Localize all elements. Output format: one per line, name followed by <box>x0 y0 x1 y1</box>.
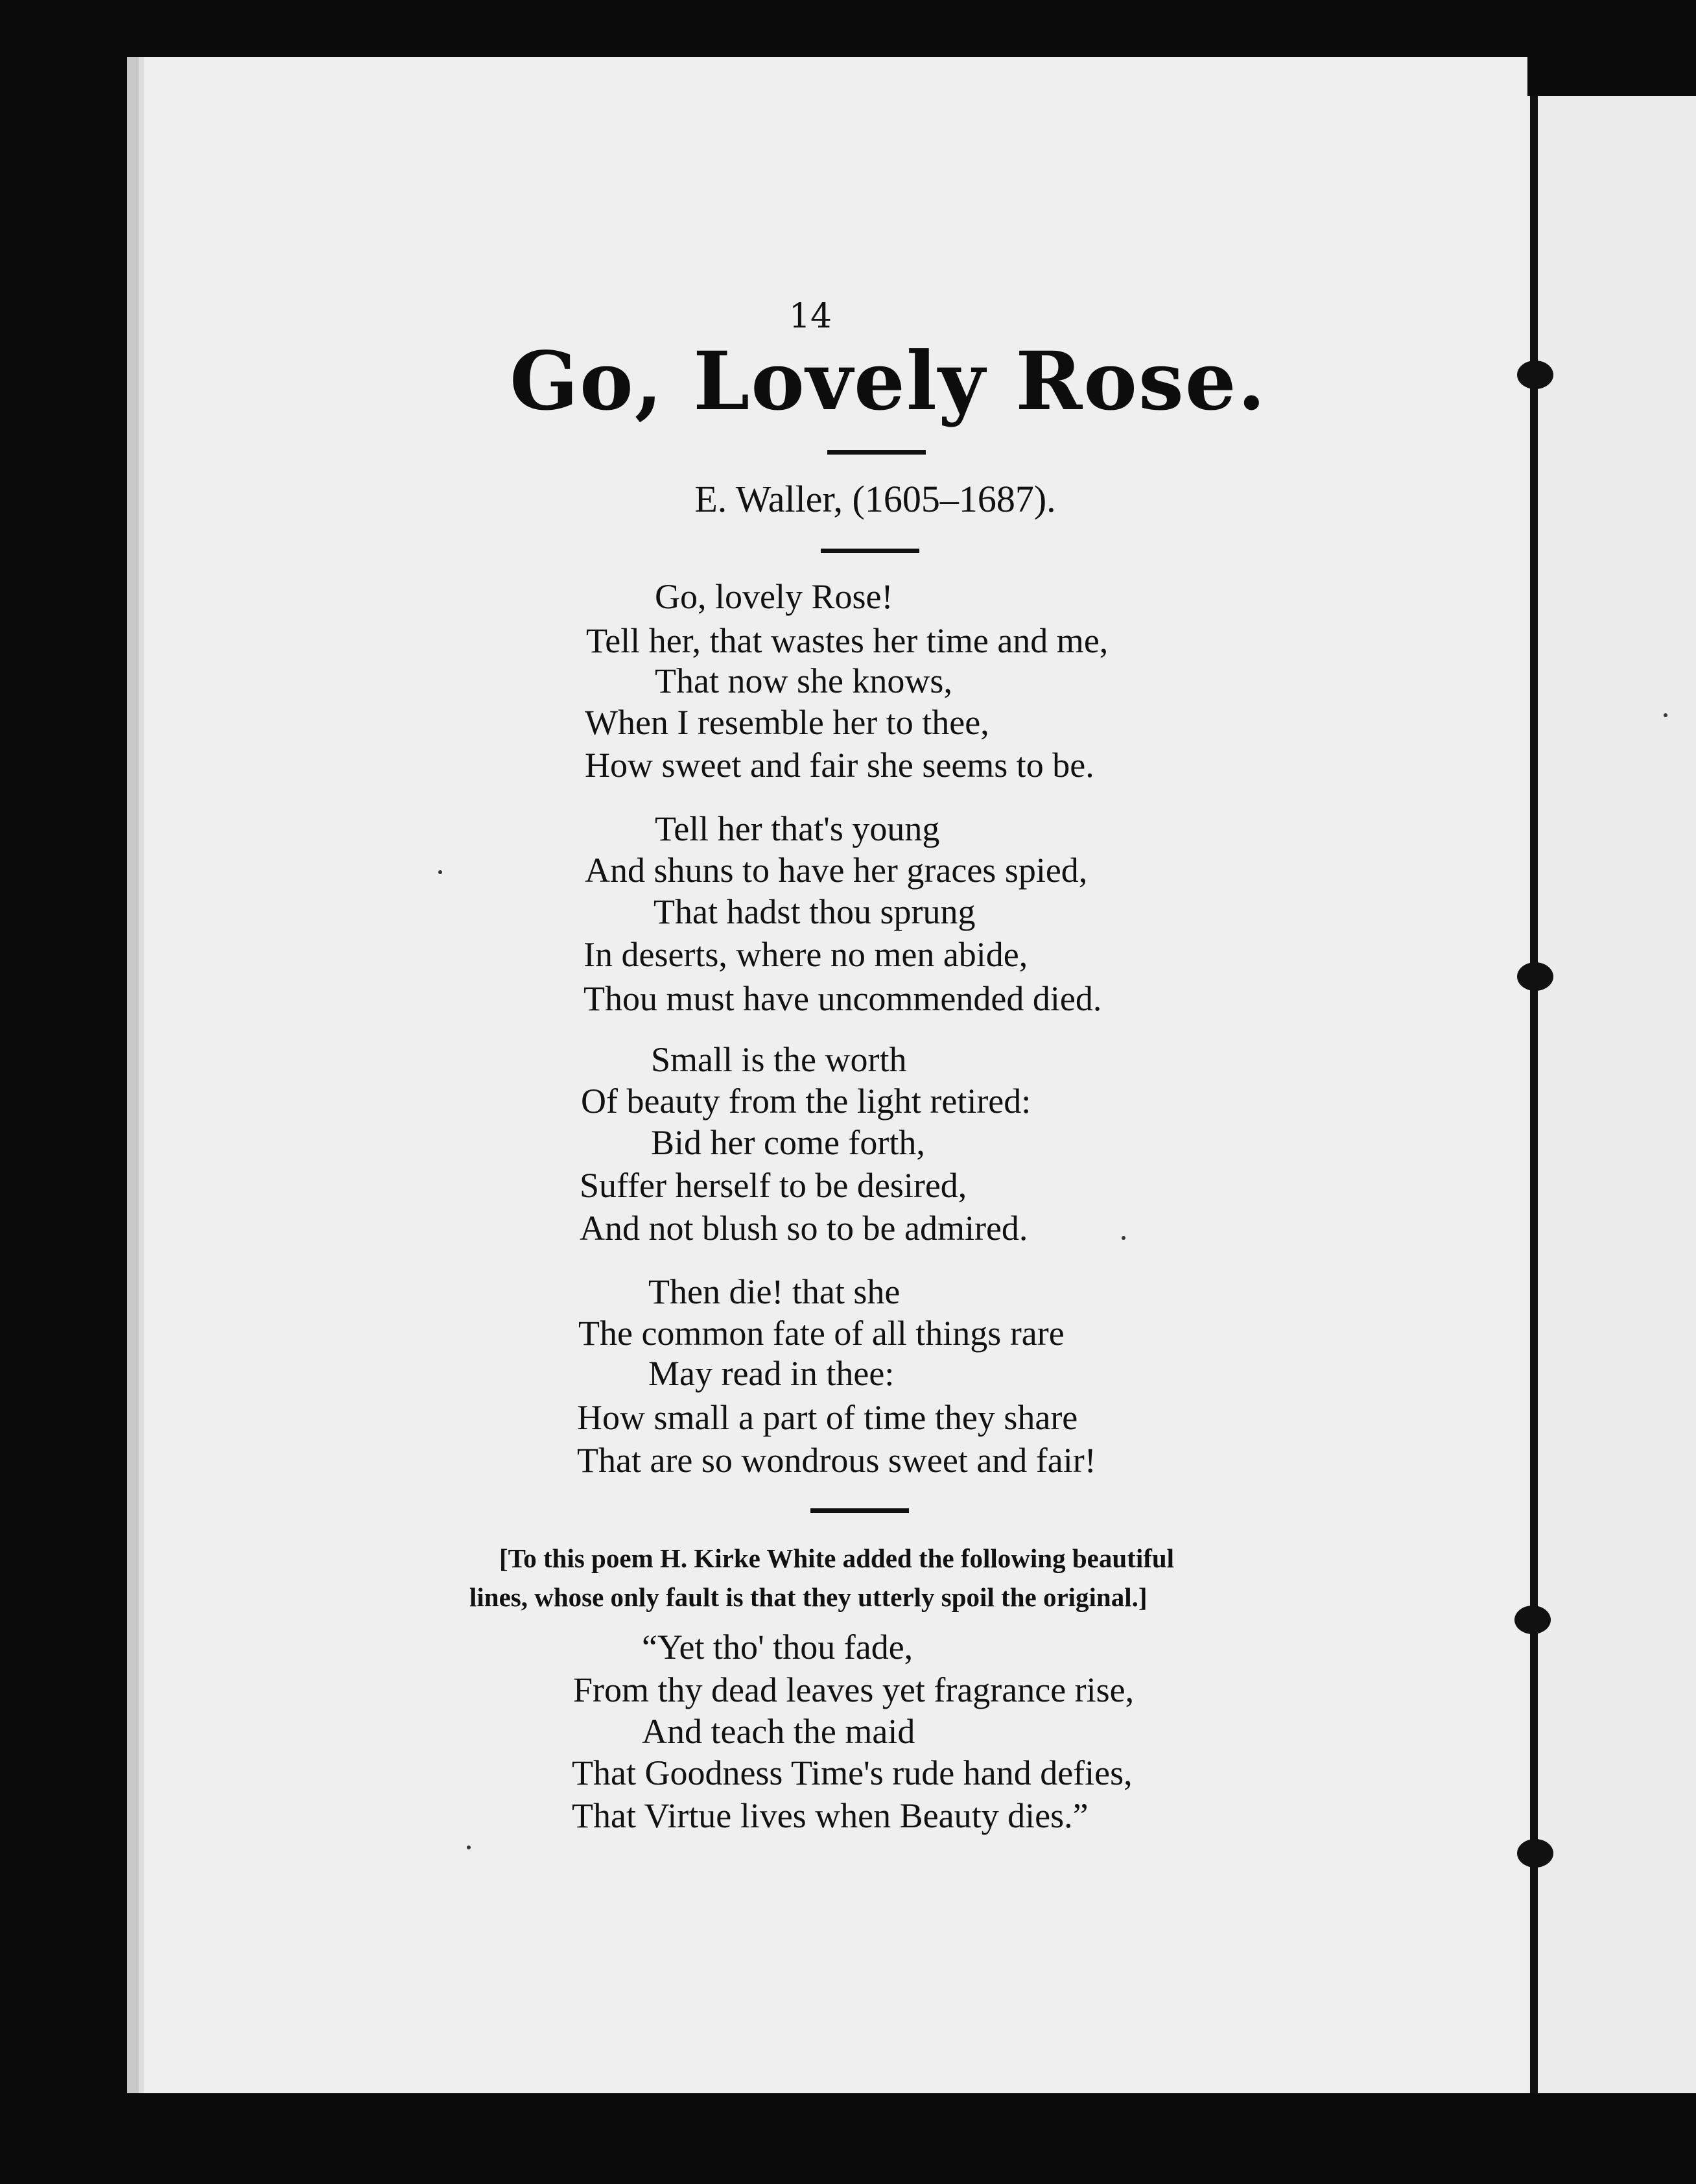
addition-line: And teach the maid <box>642 1712 915 1751</box>
scan-speck <box>467 1846 471 1849</box>
addition-line: “Yet tho' thou fade, <box>642 1628 913 1667</box>
scan-speck <box>438 870 442 874</box>
poem-line: How sweet and fair she seems to be. <box>585 746 1094 785</box>
binding-gutter <box>1530 96 1538 2093</box>
addition-line: From thy dead leaves yet fragrance rise, <box>573 1670 1135 1709</box>
poem-line: Thou must have uncommended died. <box>583 979 1102 1018</box>
poem-line: Tell her that's young <box>655 809 940 848</box>
editorial-note-line: [To this poem H. Kirke White added the following beautiful <box>499 1543 1175 1573</box>
poem-line: That hadst thou sprung <box>654 892 976 931</box>
binding-stitch <box>1517 1839 1553 1868</box>
binding-stitch <box>1514 1606 1551 1634</box>
addition-line: That Goodness Time's rude hand defies, <box>572 1753 1133 1792</box>
author-line: E. Waller, (1605–1687). <box>694 478 1056 520</box>
right-page-edge <box>1527 96 1696 2093</box>
scan-speck <box>1122 1236 1125 1240</box>
author-rule <box>821 549 919 553</box>
poem-line: The common fate of all things rare <box>578 1314 1065 1353</box>
page-title: Go, Lovely Rose. <box>510 335 1267 429</box>
poem-line: In deserts, where no men abide, <box>583 935 1028 974</box>
poem-line: Small is the worth <box>651 1040 907 1079</box>
binding-stitch <box>1517 962 1553 991</box>
poem-line: And not blush so to be admired. <box>580 1209 1028 1248</box>
title-rule <box>827 450 926 455</box>
poem-line: Then die! that she <box>648 1272 901 1311</box>
section-rule <box>810 1508 909 1513</box>
poem-line: That now she knows, <box>655 661 952 700</box>
poem-line: When I resemble her to thee, <box>585 703 989 742</box>
poem-line: May read in thee: <box>648 1354 895 1393</box>
binding-stitch <box>1517 361 1553 389</box>
poem-line: Suffer herself to be desired, <box>580 1166 967 1205</box>
addition-line: That Virtue lives when Beauty dies.” <box>572 1796 1089 1835</box>
poem-line: Of beauty from the light retired: <box>581 1082 1031 1121</box>
poem-line: Go, lovely Rose! <box>655 577 893 616</box>
poem-line: And shuns to have her graces spied, <box>585 851 1088 890</box>
poem-line: How small a part of time they share <box>577 1398 1078 1437</box>
editorial-note-line: lines, whose only fault is that they utterly spoil the original.] <box>469 1582 1148 1612</box>
page-number: 14 <box>788 297 832 336</box>
poem-line: Bid her come forth, <box>651 1123 925 1162</box>
poem-line: Tell her, that wastes her time and me, <box>586 621 1109 660</box>
poem-line: That are so wondrous sweet and fair! <box>577 1441 1096 1480</box>
scan-speck <box>1664 713 1667 717</box>
